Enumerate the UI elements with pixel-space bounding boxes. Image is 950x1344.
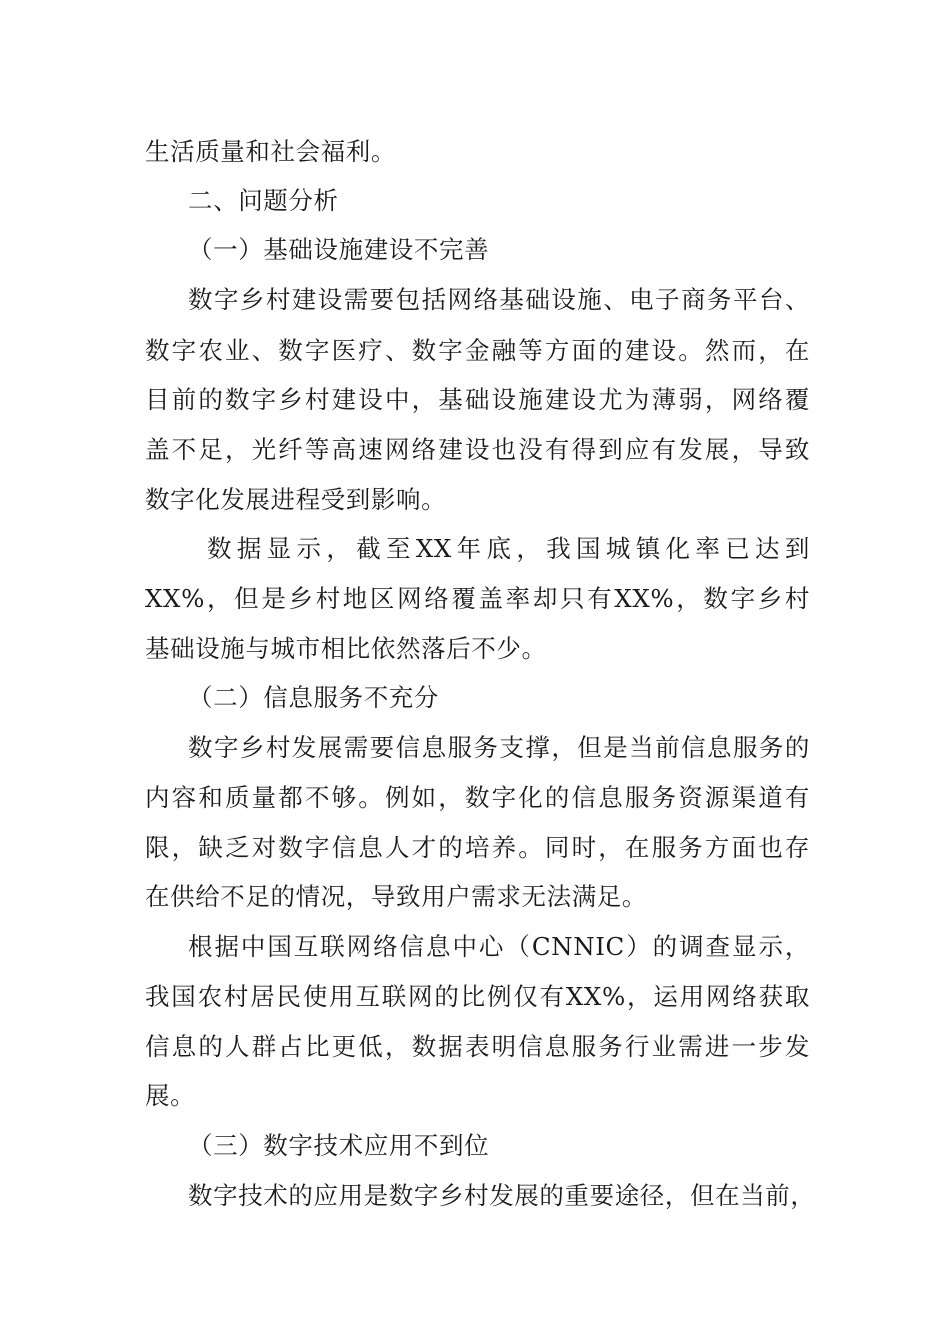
- paragraph-line: 根据中国互联网络信息中心（CNNIC）的调查显示，: [188, 932, 810, 961]
- paragraph-line: 数字农业、数字医疗、数字金融等方面的建设。然而，在: [145, 336, 810, 365]
- paragraph-line: 在供给不足的情况，导致用户需求无法满足。: [145, 882, 647, 911]
- section-heading: 二、问题分析: [188, 186, 339, 215]
- paragraph-line: 目前的数字乡村建设中，基础设施建设尤为薄弱，网络覆: [145, 385, 810, 414]
- paragraph-line: 数字乡村发展需要信息服务支撑，但是当前信息服务的: [188, 733, 810, 762]
- paragraph-line: 生活质量和社会福利。: [145, 137, 396, 166]
- paragraph-line: 基础设施与城市相比依然落后不少。: [145, 634, 547, 663]
- paragraph-line: 限，缺乏对数字信息人才的培养。同时，在服务方面也存: [145, 833, 810, 862]
- paragraph-line: 数字乡村建设需要包括网络基础设施、电子商务平台、: [188, 285, 810, 314]
- paragraph-line: 数字技术的应用是数字乡村发展的重要途径，但在当前，: [188, 1181, 816, 1210]
- paragraph-line: 数据显示，截至XX年底，我国城镇化率已达到: [207, 534, 810, 563]
- paragraph-line: 内容和质量都不够。例如，数字化的信息服务资源渠道有: [145, 783, 810, 812]
- paragraph-line: 信息的人群占比更低，数据表明信息服务行业需进一步发: [145, 1032, 810, 1061]
- paragraph-line: 展。: [145, 1081, 196, 1110]
- subsection-heading: （三）数字技术应用不到位: [188, 1131, 490, 1160]
- paragraph-line: XX%，但是乡村地区网络覆盖率却只有XX%，数字乡村: [145, 584, 810, 613]
- paragraph-line: 数字化发展进程受到影响。: [145, 485, 447, 514]
- subsection-heading: （二）信息服务不充分: [188, 683, 439, 712]
- paragraph-line: 盖不足，光纤等高速网络建设也没有得到应有发展，导致: [145, 435, 810, 464]
- paragraph-line: 我国农村居民使用互联网的比例仅有XX%，运用网络获取: [145, 982, 810, 1011]
- subsection-heading: （一）基础设施建设不完善: [188, 235, 490, 264]
